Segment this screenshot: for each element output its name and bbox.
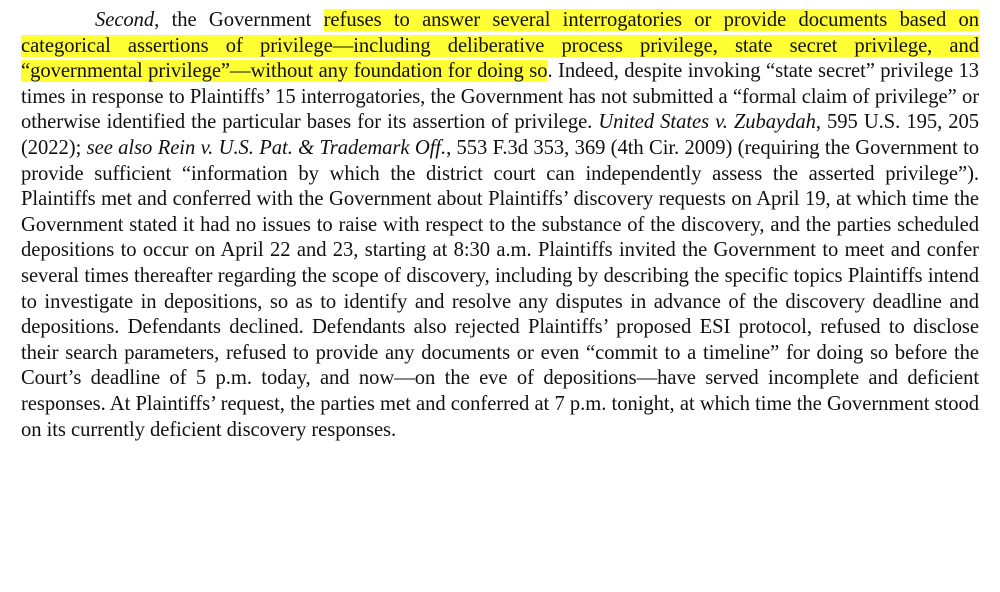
highlighted-text: refuses to answer several interrogatories or provide documents based on categorical assertions of privilege—including deliberative process privilege, state secret privilege, and “governmental privilege”—without any foundation for doing so	[21, 9, 979, 83]
lead-word: Second	[95, 9, 155, 31]
case-citation-name: Rein v. U.S. Pat. & Trademark Off.	[157, 136, 447, 159]
body-paragraph	[21, 8, 979, 443]
citation-text: , 553 F.3d 353, 369 (4th Cir. 2009) (requiring the Government to provide sufficient “information by which the district court can independently assess the asserted privilege”).	[21, 136, 979, 185]
text-segment: , the Government	[154, 9, 324, 31]
text-segment: . Indeed, despite invoking “state secret” privilege 13 times in response to Plaintiffs’ 15 interrogatories, the Government has not submitted a “formal claim of privilege” or otherwise identified the particular bases for its assertion of privilege.	[21, 60, 979, 134]
citation-signal: see also	[86, 136, 153, 159]
citation-text: , 595 U.S. 195, 205 (2022);	[21, 111, 979, 159]
text-segment: Plaintiffs met and conferred with the Government about Plaintiffs’ discovery requests on April 19, at which time the Government stated it had no issues to raise with respect to the substance of the discovery, and the parties scheduled depositions to occur on April 22 and 23, starting at 8:30 a.m. Plaintiffs invited the Government to meet and confer several times thereafter regarding the scope of discovery, including by describing the specific topics Plaintiffs intend to investigate in depositions, so as to identify and resolve any disputes in advance of the discovery deadline and depositions. Defendants declined. Defendants also rejected Plaintiffs’ proposed ESI protocol, refused to disclose their search parameters, refused to provide any documents or even “commit to a timeline” for doing so before the Court’s deadline of 5 p.m. today, and now—on the eve of depositions—have served incomplete and deficient responses. At Plaintiffs’ request, the parties met and conferred at 7 p.m. tonight, at which time the Government stood on its currently deficient discovery responses.	[21, 188, 979, 441]
case-citation-name: United States v. Zubaydah	[598, 111, 816, 134]
